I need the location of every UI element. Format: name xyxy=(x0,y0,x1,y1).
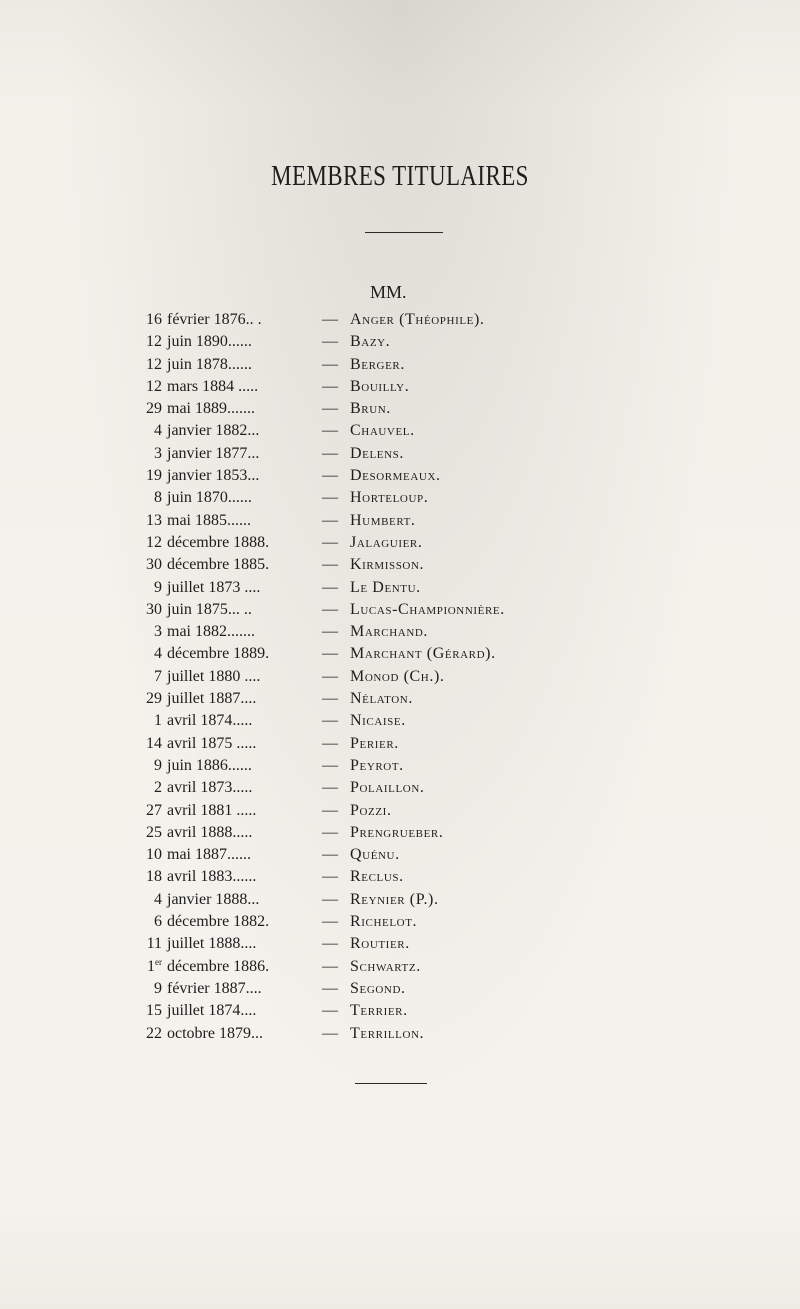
admission-day xyxy=(140,1000,162,1022)
list-item xyxy=(140,911,570,933)
page-title: MEMBRES TITULAIRES xyxy=(271,161,529,192)
ordinal-suffix: er xyxy=(155,956,162,967)
list-item xyxy=(140,822,570,844)
member-name: Bouilly. xyxy=(350,377,410,395)
admission-day xyxy=(140,1023,162,1045)
admission-date xyxy=(140,309,315,331)
admission-date xyxy=(140,889,315,911)
separator-dash: — xyxy=(322,311,338,328)
admission-date xyxy=(140,777,315,799)
admission-date xyxy=(140,376,315,398)
member-name: Monod (Ch.). xyxy=(350,667,445,685)
list-header: MM. xyxy=(370,282,407,302)
admission-date xyxy=(140,510,315,532)
member-name: Reclus. xyxy=(350,868,404,886)
admission-day xyxy=(140,487,162,509)
day-number: 7 xyxy=(154,667,162,685)
admission-month-year: janvier 1877... xyxy=(167,444,260,462)
admission-date xyxy=(140,532,315,554)
list-item xyxy=(140,532,570,554)
separator-dash: — xyxy=(322,957,338,975)
admission-month-year: janvier 1882... xyxy=(167,422,260,440)
admission-day xyxy=(140,554,162,576)
member-name: Horteloup. xyxy=(350,489,429,507)
admission-month-year: juillet 1888.... xyxy=(167,935,257,953)
list-item xyxy=(140,777,570,799)
admission-day xyxy=(140,733,162,755)
list-item xyxy=(140,889,570,911)
day-number: 29 xyxy=(146,690,162,708)
member-name: Routier. xyxy=(350,935,410,953)
admission-date xyxy=(140,978,315,1000)
admission-month-year: juin 1875... .. xyxy=(167,600,252,618)
list-item xyxy=(140,1000,570,1022)
list-item xyxy=(140,577,570,599)
admission-date xyxy=(140,933,315,955)
separator-dash: — xyxy=(322,823,338,841)
separator-dash: — xyxy=(322,1002,338,1020)
day-number: 25 xyxy=(146,823,162,841)
admission-day xyxy=(140,443,162,465)
separator-dash: — xyxy=(322,377,338,395)
day-number: 3 xyxy=(154,444,162,462)
admission-day xyxy=(140,822,162,844)
member-name: Marchand. xyxy=(350,623,429,641)
separator-dash: — xyxy=(322,712,338,730)
separator-dash: — xyxy=(322,422,338,440)
member-name: Chauvel. xyxy=(350,422,415,440)
day-number: 13 xyxy=(146,511,162,529)
member-name: Jalaguier. xyxy=(350,533,423,551)
admission-day xyxy=(140,844,162,866)
admission-month-year: janvier 1888... xyxy=(167,890,260,908)
member-name: Le Dentu. xyxy=(350,578,421,596)
list-item xyxy=(140,398,570,420)
member-name: Humbert. xyxy=(350,511,416,529)
admission-day xyxy=(140,577,162,599)
list-item xyxy=(140,443,570,465)
admission-month-year: juin 1878...... xyxy=(167,355,252,373)
footer-divider xyxy=(355,1083,427,1084)
separator-dash: — xyxy=(322,1024,338,1042)
admission-month-year: juin 1886...... xyxy=(167,756,252,774)
separator-dash: — xyxy=(322,467,338,485)
member-name: Nicaise. xyxy=(350,712,406,730)
member-name: Terrillon. xyxy=(350,1024,425,1042)
day-number: 6 xyxy=(154,913,162,931)
separator-dash: — xyxy=(322,690,338,708)
admission-day xyxy=(140,777,162,799)
admission-date xyxy=(140,643,315,665)
separator-dash: — xyxy=(322,846,338,864)
admission-month-year: mai 1887...... xyxy=(167,846,251,864)
admission-day xyxy=(140,331,162,353)
admission-month-year: juin 1890...... xyxy=(167,333,252,351)
admission-date xyxy=(140,822,315,844)
separator-dash: — xyxy=(322,511,338,529)
admission-month-year: avril 1873..... xyxy=(167,779,253,797)
member-name: Peyrot. xyxy=(350,756,404,774)
day-number: 19 xyxy=(146,467,162,485)
day-number: 9 xyxy=(154,756,162,774)
admission-date xyxy=(140,487,315,509)
list-item xyxy=(140,331,570,353)
separator-dash: — xyxy=(322,935,338,953)
day-number: 30 xyxy=(146,600,162,618)
list-item xyxy=(140,710,570,732)
admission-date xyxy=(140,710,315,732)
list-item xyxy=(140,376,570,398)
list-item xyxy=(140,487,570,509)
separator-dash: — xyxy=(322,756,338,774)
list-item xyxy=(140,755,570,777)
admission-month-year: décembre 1886. xyxy=(167,957,270,975)
admission-date xyxy=(140,554,315,576)
list-item xyxy=(140,800,570,822)
member-name: Schwartz. xyxy=(350,957,421,975)
day-number: 4 xyxy=(154,890,162,908)
admission-day xyxy=(140,866,162,888)
day-number: 16 xyxy=(146,311,162,328)
admission-date xyxy=(140,844,315,866)
admission-day xyxy=(140,398,162,420)
day-number: 12 xyxy=(146,355,162,373)
separator-dash: — xyxy=(322,868,338,886)
day-number: 4 xyxy=(154,422,162,440)
title-divider xyxy=(365,232,443,233)
member-list xyxy=(140,309,570,1045)
member-name: Pozzi. xyxy=(350,801,392,819)
admission-month-year: juillet 1873 .... xyxy=(167,578,261,596)
admission-day xyxy=(140,956,162,978)
separator-dash: — xyxy=(322,979,338,997)
admission-day xyxy=(140,510,162,532)
admission-month-year: mai 1882....... xyxy=(167,623,255,641)
admission-day xyxy=(140,354,162,376)
separator-dash: — xyxy=(322,578,338,596)
list-item xyxy=(140,866,570,888)
admission-month-year: décembre 1889. xyxy=(167,645,270,663)
member-name: Nélaton. xyxy=(350,690,413,708)
member-name: Brun. xyxy=(350,400,391,418)
admission-month-year: décembre 1882. xyxy=(167,913,270,931)
admission-day xyxy=(140,933,162,955)
day-number: 4 xyxy=(154,645,162,663)
day-number: 15 xyxy=(146,1002,162,1020)
admission-month-year: décembre 1885. xyxy=(167,556,270,574)
separator-dash: — xyxy=(322,734,338,752)
separator-dash: — xyxy=(322,444,338,462)
separator-dash: — xyxy=(322,890,338,908)
list-item xyxy=(140,688,570,710)
member-name: Berger. xyxy=(350,355,405,373)
admission-month-year: janvier 1853... xyxy=(167,467,260,485)
list-item xyxy=(140,844,570,866)
admission-day xyxy=(140,666,162,688)
list-item xyxy=(140,599,570,621)
separator-dash: — xyxy=(322,533,338,551)
member-name: Perier. xyxy=(350,734,399,752)
admission-month-year: avril 1883...... xyxy=(167,868,257,886)
admission-day xyxy=(140,532,162,554)
member-name: Richelot. xyxy=(350,913,418,931)
day-number: 30 xyxy=(146,556,162,574)
admission-date xyxy=(140,420,315,442)
list-item xyxy=(140,420,570,442)
separator-dash: — xyxy=(322,489,338,507)
day-number: 9 xyxy=(154,979,162,997)
admission-date xyxy=(140,1023,315,1045)
admission-month-year: février 1876.. . xyxy=(167,311,262,328)
admission-day xyxy=(140,621,162,643)
list-item xyxy=(140,1023,570,1045)
list-item xyxy=(140,666,570,688)
admission-month-year: avril 1888..... xyxy=(167,823,253,841)
member-name: Prengrueber. xyxy=(350,823,444,841)
member-name: Delens. xyxy=(350,444,404,462)
day-number: 27 xyxy=(146,801,162,819)
admission-day xyxy=(140,599,162,621)
member-name: Marchant (Gérard). xyxy=(350,645,496,663)
list-item xyxy=(140,978,570,1000)
separator-dash: — xyxy=(322,355,338,373)
admission-month-year: mai 1885...... xyxy=(167,511,251,529)
separator-dash: — xyxy=(322,667,338,685)
admission-date xyxy=(140,1000,315,1022)
admission-day xyxy=(140,710,162,732)
list-item xyxy=(140,354,570,376)
admission-date xyxy=(140,443,315,465)
day-number: 9 xyxy=(154,578,162,596)
member-name: Kirmisson. xyxy=(350,556,425,574)
day-number: 12 xyxy=(146,377,162,395)
admission-date xyxy=(140,621,315,643)
day-number: 3 xyxy=(154,623,162,641)
admission-date xyxy=(140,911,315,933)
admission-date xyxy=(140,733,315,755)
member-name: Anger (Théophile). xyxy=(350,311,485,328)
admission-date xyxy=(140,956,315,978)
admission-day xyxy=(140,978,162,1000)
separator-dash: — xyxy=(322,623,338,641)
day-number: 1 xyxy=(147,957,155,975)
admission-date xyxy=(140,599,315,621)
admission-day xyxy=(140,911,162,933)
member-name: Desormeaux. xyxy=(350,467,441,485)
admission-month-year: avril 1881 ..... xyxy=(167,801,257,819)
separator-dash: — xyxy=(322,600,338,618)
admission-month-year: décembre 1888. xyxy=(167,533,270,551)
list-item xyxy=(140,733,570,755)
list-item xyxy=(140,510,570,532)
admission-day xyxy=(140,755,162,777)
list-item xyxy=(140,465,570,487)
member-name: Polaillon. xyxy=(350,779,425,797)
admission-day xyxy=(140,800,162,822)
admission-date xyxy=(140,465,315,487)
admission-date xyxy=(140,666,315,688)
day-number: 22 xyxy=(146,1024,162,1042)
list-item xyxy=(140,621,570,643)
day-number: 14 xyxy=(146,734,162,752)
admission-date xyxy=(140,354,315,376)
admission-date xyxy=(140,398,315,420)
admission-month-year: juillet 1874.... xyxy=(167,1002,257,1020)
admission-month-year: avril 1875 ..... xyxy=(167,734,257,752)
list-item xyxy=(140,554,570,576)
admission-day xyxy=(140,309,162,331)
day-number: 11 xyxy=(146,935,162,953)
admission-day xyxy=(140,376,162,398)
day-number: 12 xyxy=(146,333,162,351)
separator-dash: — xyxy=(322,645,338,663)
day-number: 1 xyxy=(154,712,162,730)
member-name: Terrier. xyxy=(350,1002,408,1020)
admission-month-year: juillet 1880 .... xyxy=(167,667,261,685)
admission-day xyxy=(140,643,162,665)
day-number: 2 xyxy=(154,779,162,797)
member-name: Bazy. xyxy=(350,333,391,351)
day-number: 10 xyxy=(146,846,162,864)
day-number: 12 xyxy=(146,533,162,551)
separator-dash: — xyxy=(322,400,338,418)
admission-date xyxy=(140,688,315,710)
list-item xyxy=(140,933,570,955)
admission-day xyxy=(140,889,162,911)
admission-day xyxy=(140,688,162,710)
separator-dash: — xyxy=(322,556,338,574)
admission-month-year: juin 1870...... xyxy=(167,489,252,507)
admission-date xyxy=(140,755,315,777)
admission-date xyxy=(140,577,315,599)
list-item xyxy=(140,956,570,978)
admission-date xyxy=(140,800,315,822)
admission-month-year: avril 1874..... xyxy=(167,712,253,730)
admission-date xyxy=(140,331,315,353)
admission-date xyxy=(140,866,315,888)
member-name: Segond. xyxy=(350,979,406,997)
separator-dash: — xyxy=(322,801,338,819)
separator-dash: — xyxy=(322,779,338,797)
member-name: Lucas-Championnière. xyxy=(350,600,505,618)
list-item xyxy=(140,643,570,665)
member-name: Quénu. xyxy=(350,846,400,864)
day-number: 18 xyxy=(146,868,162,886)
admission-month-year: juillet 1887.... xyxy=(167,690,257,708)
list-item xyxy=(140,309,570,331)
day-number: 8 xyxy=(154,489,162,507)
admission-month-year: mai 1889....... xyxy=(167,400,255,418)
separator-dash: — xyxy=(322,333,338,351)
admission-day xyxy=(140,420,162,442)
admission-month-year: février 1887.... xyxy=(167,979,262,997)
separator-dash: — xyxy=(322,913,338,931)
admission-month-year: octobre 1879... xyxy=(167,1024,263,1042)
admission-day xyxy=(140,465,162,487)
member-name: Reynier (P.). xyxy=(350,890,439,908)
admission-month-year: mars 1884 ..... xyxy=(167,377,259,395)
day-number: 29 xyxy=(146,400,162,418)
